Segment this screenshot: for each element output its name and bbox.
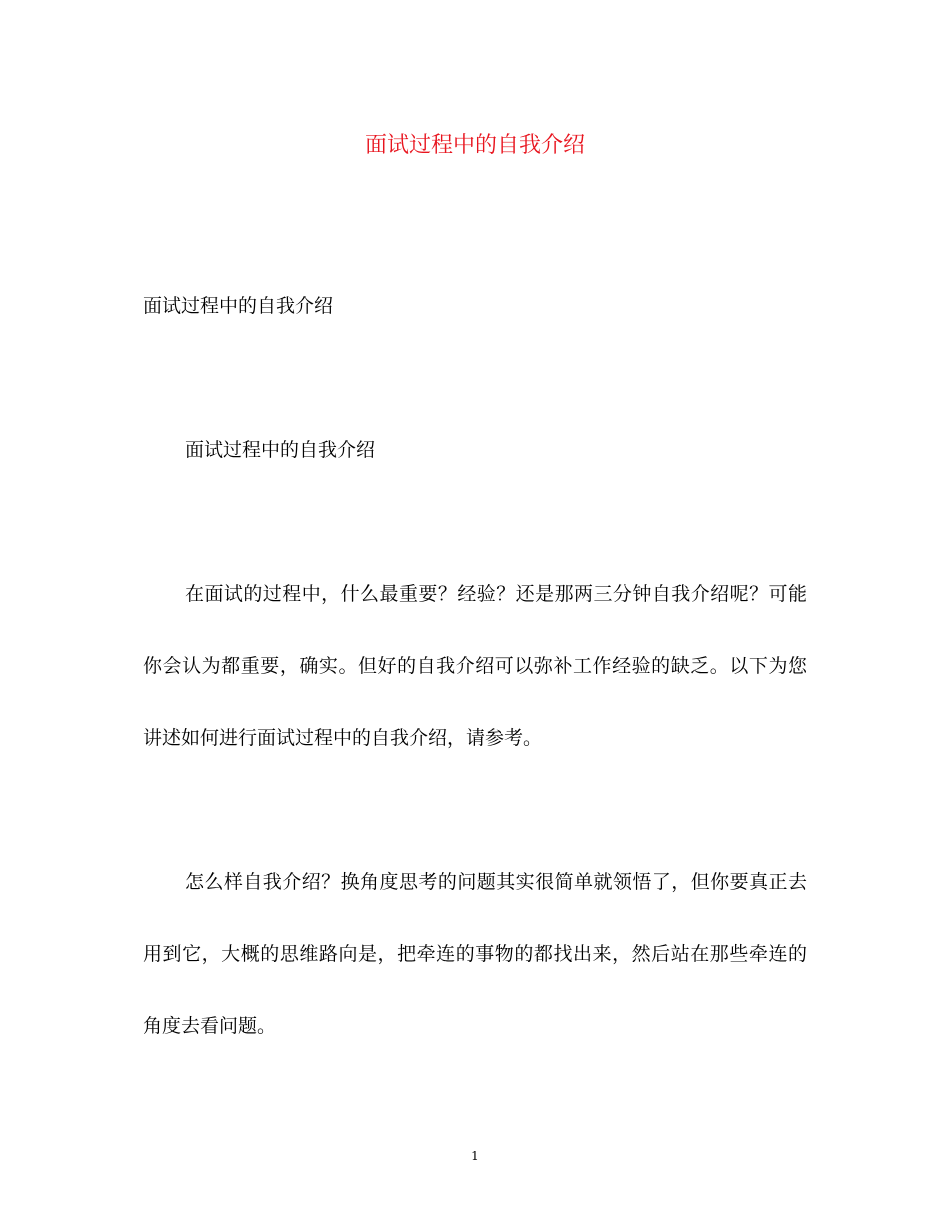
indented-heading-paragraph: 面试过程中的自我介绍 [185, 439, 376, 461]
page-number: 1 [471, 1149, 479, 1163]
body-paragraph-intro: 在面试的过程中，什么最重要？经验？还是那两三分钟自我介绍呢？可能你会认为都重要，确实。但好的自我介绍可以弥补工作经验的缺乏。以下为您讲述如何进行面试过程中的自我介绍，请参考。 [143, 583, 807, 749]
document-title: 面试过程中的自我介绍 [364, 133, 585, 158]
subheading-paragraph: 面试过程中的自我介绍 [143, 295, 334, 317]
body-paragraph-method: 怎么样自我介绍？换角度思考的问题其实很简单就领悟了，但你要真正去用到它，大概的思维路向是，把牵连的事物的都找出来，然后站在那些牵连的角度去看问题。 [143, 871, 807, 1037]
